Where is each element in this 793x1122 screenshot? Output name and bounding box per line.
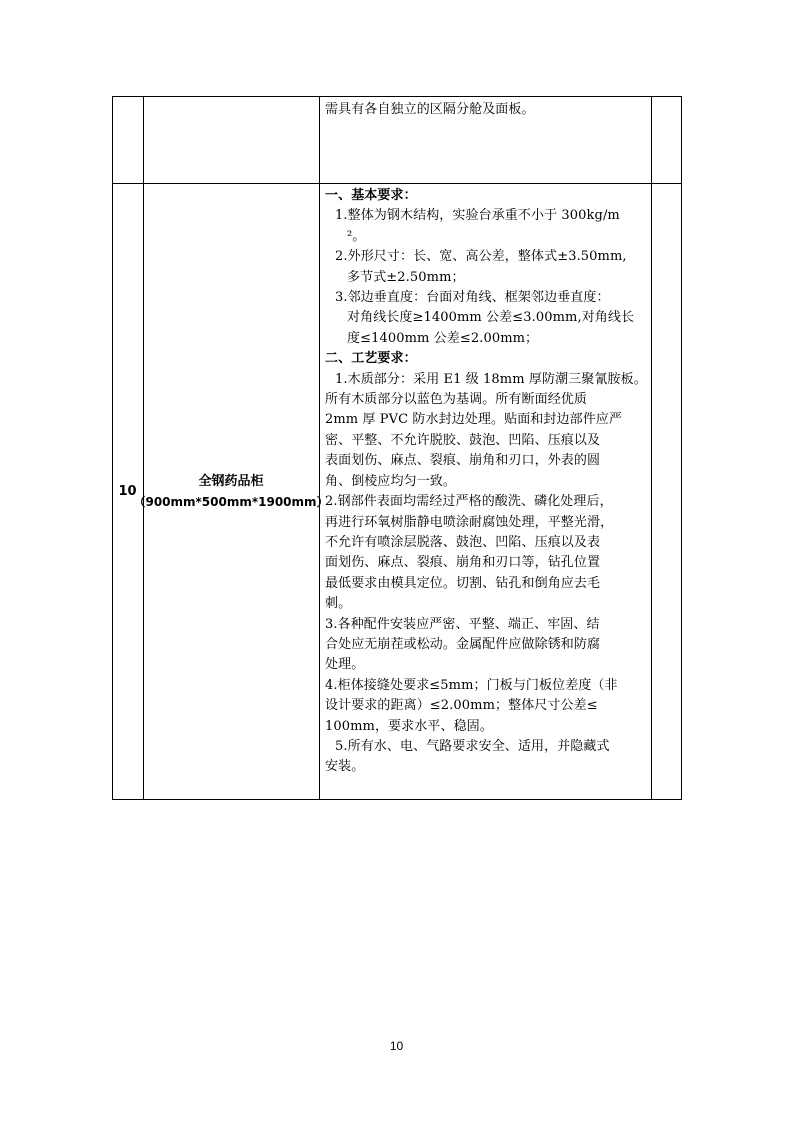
col-divider-req	[651, 96, 652, 800]
requirement-heading: 二、工艺要求：	[325, 351, 417, 367]
table-border-top	[112, 96, 682, 97]
requirement-line: 1.整体为钢木结构，实验台承重不小于 300kg/m	[335, 208, 620, 224]
requirement-line: 安装。	[325, 759, 365, 775]
equipment-table	[112, 96, 682, 800]
row-seq-number: 10	[118, 484, 137, 499]
requirement-line: 密、平整、不允许脱胶、鼓泡、凹陷、压痕以及	[325, 432, 601, 448]
requirements-cell	[325, 186, 648, 778]
requirement-line: 2.外形尺寸：长、宽、高公差，整体式±3.50mm,	[335, 249, 627, 265]
requirement-line: 所有木质部分以蓝色为基调。所有断面经优质	[325, 392, 588, 408]
col-border-right	[681, 96, 682, 800]
top-row-requirement-cell	[325, 100, 648, 120]
requirement-line: 度≤1400mm 公差≤2.00mm；	[347, 330, 539, 346]
requirement-line: 不允许有喷涂层脱落、鼓泡、凹陷、压痕以及表	[325, 534, 601, 550]
top-row-requirement-text: 需具有各自独立的区隔分舱及面板。	[325, 102, 535, 117]
row-name-cell	[133, 183, 329, 800]
requirement-line: 2mm 厚 PVC 防水封边处理。贴面和封边部件应严	[325, 412, 623, 428]
requirement-line: 3.各种配件安装应严密、平整、端正、牢固、结	[325, 616, 600, 632]
requirement-line: 设计要求的距离）≤2.00mm；整体尺寸公差≤	[325, 698, 598, 714]
col-divider-name	[319, 96, 320, 800]
requirement-line: 刺。	[325, 596, 352, 612]
requirement-line: 表面划伤、麻点、裂痕、崩角和刃口，外表的圆	[325, 453, 601, 469]
requirement-line: 5.所有水、电、气路要求安全、适用，并隐藏式	[335, 738, 610, 754]
page-number: 10	[389, 1039, 404, 1053]
requirement-line: 3.邻边垂直度：台面对角线、框架邻边垂直度：	[335, 290, 610, 306]
requirement-line: 对角线长度≥1400mm 公差≤3.00mm,对角线长	[347, 310, 635, 326]
requirement-line: 再进行环氧树脂静电喷涂耐腐蚀处理，平整光滑，	[325, 514, 614, 530]
requirement-line: 角、倒棱应均匀一致。	[325, 473, 457, 489]
requirement-line: 面划伤、麻点、裂痕、崩角和刃口等，钻孔位置	[325, 555, 601, 571]
requirement-line: 1.木质部分：采用 E1 级 18mm 厚防潮三聚氰胺板。	[335, 371, 647, 387]
requirement-line: 合处应无崩茬或松动。金属配件应做除锈和防腐	[325, 636, 601, 652]
item-spec: （900mm*500mm*1900mm）	[133, 494, 329, 509]
requirement-line: 4.柜体接缝处要求≤5mm；门板与门板位差度（非	[325, 677, 618, 693]
requirement-line: 多节式±2.50mm；	[347, 269, 465, 285]
requirement-line: 2.钢部件表面均需经过严格的酸洗、磷化处理后，	[325, 494, 613, 510]
requirement-heading: 一、基本要求：	[325, 188, 417, 203]
item-name: 全钢药品柜	[198, 473, 264, 489]
requirement-line: ²。	[347, 228, 366, 244]
requirement-line: 最低要求由模具定位。切割、钻孔和倒角应去毛	[325, 575, 601, 591]
requirement-line: 100mm，要求水平、稳固。	[325, 718, 493, 734]
requirement-line: 处理。	[325, 657, 365, 673]
